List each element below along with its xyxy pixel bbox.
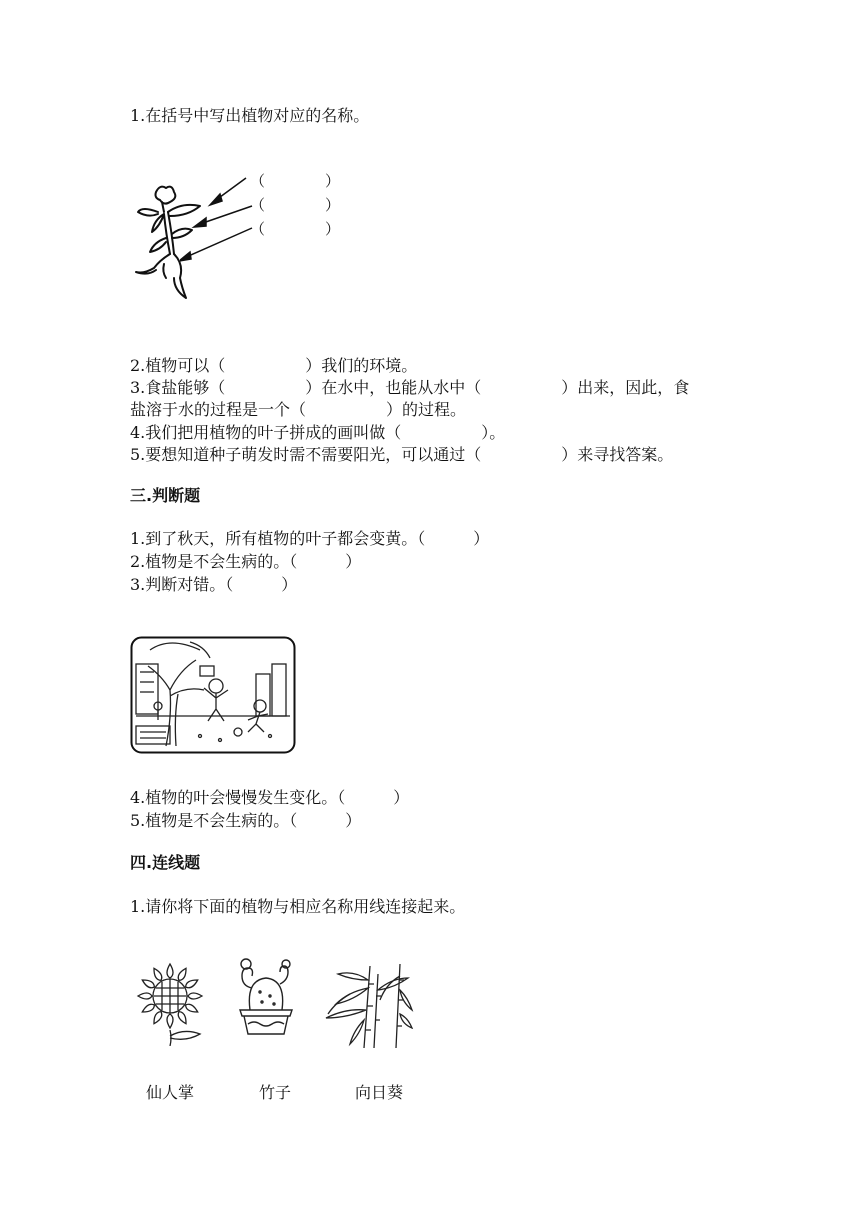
answer-bracket-1: （ ）	[250, 172, 341, 190]
question-fill-4: 4.我们把用植物的叶子拼成的画叫做（ ）。	[130, 423, 506, 442]
cactus-image	[232, 954, 300, 1038]
question-judge-1: 1.到了秋天，所有植物的叶子都会变黄。（ ）	[130, 529, 490, 548]
question-fill-3-line2: 盐溶于水的过程是一个（ ）的过程。	[130, 400, 467, 419]
answer-bracket-2: （ ）	[250, 196, 341, 214]
answer-bracket-3: （ ）	[250, 220, 341, 238]
section-title-matching: 四.连线题	[130, 853, 201, 872]
plant-name-sunflower: 向日葵	[355, 1083, 404, 1102]
question-judge-3: 3.判断对错。（ ）	[130, 575, 298, 594]
question-judge-4: 4.植物的叶会慢慢发生变化。（ ）	[130, 788, 410, 807]
bamboo-image	[320, 960, 414, 1050]
question-fill-3-line1: 3.食盐能够（ ）在水中，也能从水中（ ）出来，因此，食	[130, 378, 690, 397]
playground-scene-image	[130, 636, 296, 754]
plant-name-cactus: 仙人掌	[146, 1083, 195, 1102]
question-judge-5: 5.植物是不会生病的。（ ）	[130, 811, 362, 830]
sunflower-image	[130, 962, 210, 1046]
question-fill-1: 1.在括号中写出植物对应的名称。	[130, 106, 370, 125]
question-fill-2: 2.植物可以（ ）我们的环境。	[130, 356, 418, 375]
plant-name-bamboo: 竹子	[259, 1083, 292, 1102]
question-judge-2: 2.植物是不会生病的。（ ）	[130, 552, 362, 571]
question-match-1: 1.请你将下面的植物与相应名称用线连接起来。	[130, 897, 466, 916]
question-fill-5: 5.要想知道种子萌发时需不需要阳光，可以通过（ ）来寻找答案。	[130, 445, 674, 464]
section-title-judgement: 三.判断题	[130, 486, 201, 505]
